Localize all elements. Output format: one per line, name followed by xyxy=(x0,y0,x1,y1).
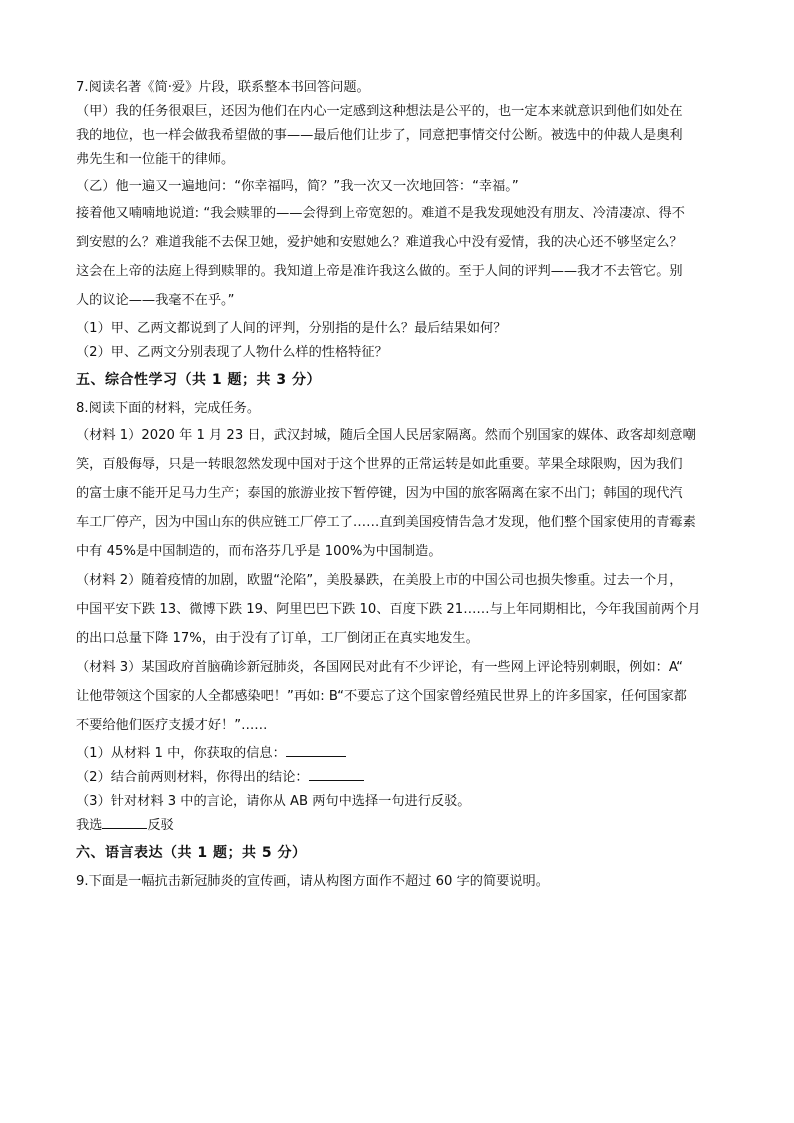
q8-material-3-line-2: 让他带领这个国家的人全都感染吧！”再如: B“不要忘了这个国家曾经殖民世界上的许多国家，任何国家都 xyxy=(76,689,687,704)
q8-subquestion-1 xyxy=(76,742,726,766)
q9-title: 9.下面是一幅抗击新冠肺炎的宣传画，请从构图方面作不超过 60 字的简要说明。 xyxy=(76,874,549,889)
q7-yi-line-5: 人的议论——我毫不在乎。” xyxy=(76,293,235,308)
q8-subquestion-2 xyxy=(76,766,726,790)
q7-title: 7.阅读名著《简·爱》片段，联系整本书回答问题。 xyxy=(76,80,370,95)
q7-subquestion-1: （1）甲、乙两文都说到了人间的评判，分别指的是什么？最后结果如何？ xyxy=(76,321,507,336)
answer-blank[interactable] xyxy=(309,768,364,781)
q8-material-1-line-1: （材料 1）2020 年 1 月 23 日，武汉封城，随后全国人民居家隔离。然而个别国家的媒体、政客却刻意嘲 xyxy=(76,428,696,443)
q8-material-2-line-2: 中国平安下跌 13、微博下跌 19、阿里巴巴下跌 10、百度下跌 21……与上年同期相比，今年我国前两个月 xyxy=(76,602,701,617)
q8-material-1-line-3: 的富士康不能开足马力生产；泰国的旅游业按下暂停键，因为中国的旅客隔离在家不出门；韩国的现代汽 xyxy=(76,486,683,501)
q8-material-2-line-1: （材料 2）随着疫情的加剧，欧盟“沦陷”，美股暴跌，在美股上市的中国公司也损失惨重。过去一个月， xyxy=(76,573,683,588)
q7-jia-line-3: 弗先生和一位能干的律师。 xyxy=(76,152,235,167)
section-6-heading: 六、语言表达（共 1 题；共 5 分） xyxy=(76,845,307,861)
section-5-heading: 五、综合性学习（共 1 题；共 3 分） xyxy=(76,372,321,388)
q7-yi-line-1: （乙）他一遍又一遍地问：“你幸福吗，简？”我一次又一次地回答：“幸福。” xyxy=(76,179,519,194)
q8-material-3-line-3: 不要给他们医疗支援才好！”…… xyxy=(76,718,268,733)
q7-yi-line-2: 接着他又喃喃地说道: “我会赎罪的——会得到上帝宽恕的。难道不是我发现她没有朋友、冷清凄凉、得不 xyxy=(76,206,685,221)
q8-title: 8.阅读下面的材料，完成任务。 xyxy=(76,401,261,416)
q8-material-1-line-2: 笑，百般侮辱，只是一转眼忽然发现中国对于这个世界的正常运转是如此重要。苹果全球限购，因为我们 xyxy=(76,457,683,472)
q8-material-1-line-4: 车工厂停产，因为中国山东的供应链工厂停工了……直到美国疫情告急才发现，他们整个国家使用的青霉素 xyxy=(76,515,696,530)
q8-subquestion-2-text: （2）结合前两则材料，你得出的结论： xyxy=(76,770,309,785)
q7-jia-line-2: 我的地位，也一样会做我希望做的事——最后他们让步了，同意把事情交付公断。被选中的仲裁人是奥利 xyxy=(76,128,683,143)
answer-blank[interactable] xyxy=(286,744,346,757)
q7-yi-line-3: 到安慰的么？难道我能不去保卫她，爱护她和安慰她么？难道我心中没有爱情，我的决心还不够坚定么？ xyxy=(76,235,683,250)
q8-choice-line xyxy=(76,814,726,838)
q7-jia-line-1: （甲）我的任务很艰巨，还因为他们在内心一定感到这种想法是公平的，也一定本来就意识到他们如处在 xyxy=(76,104,683,119)
choice-suffix: 反驳 xyxy=(147,818,174,833)
document-page xyxy=(76,76,726,894)
choice-blank[interactable] xyxy=(102,816,147,829)
q8-subquestion-3: （3）针对材料 3 中的言论，请你从 AB 两句中选择一句进行反驳。 xyxy=(76,794,471,809)
q8-material-1-line-5: 中有 45%是中国制造的，而布洛芬几乎是 100%为中国制造。 xyxy=(76,544,442,559)
q8-material-3-line-1: （材料 3）某国政府首脑确诊新冠肺炎，各国网民对此有不少评论，有一些网上评论特别刺眼，例如：A“ xyxy=(76,660,683,675)
q8-material-2-line-3: 的出口总量下降 17%，由于没有了订单，工厂倒闭正在真实地发生。 xyxy=(76,631,479,646)
q7-yi-line-4: 这会在上帝的法庭上得到赎罪的。我知道上帝是准许我这么做的。至于人间的评判——我才不去管它。别 xyxy=(76,264,683,279)
choice-prefix: 我选 xyxy=(76,818,103,833)
q8-subquestion-1-text: （1）从材料 1 中，你获取的信息： xyxy=(76,746,286,761)
q7-subquestion-2: （2）甲、乙两文分别表现了人物什么样的性格特征？ xyxy=(76,345,388,360)
